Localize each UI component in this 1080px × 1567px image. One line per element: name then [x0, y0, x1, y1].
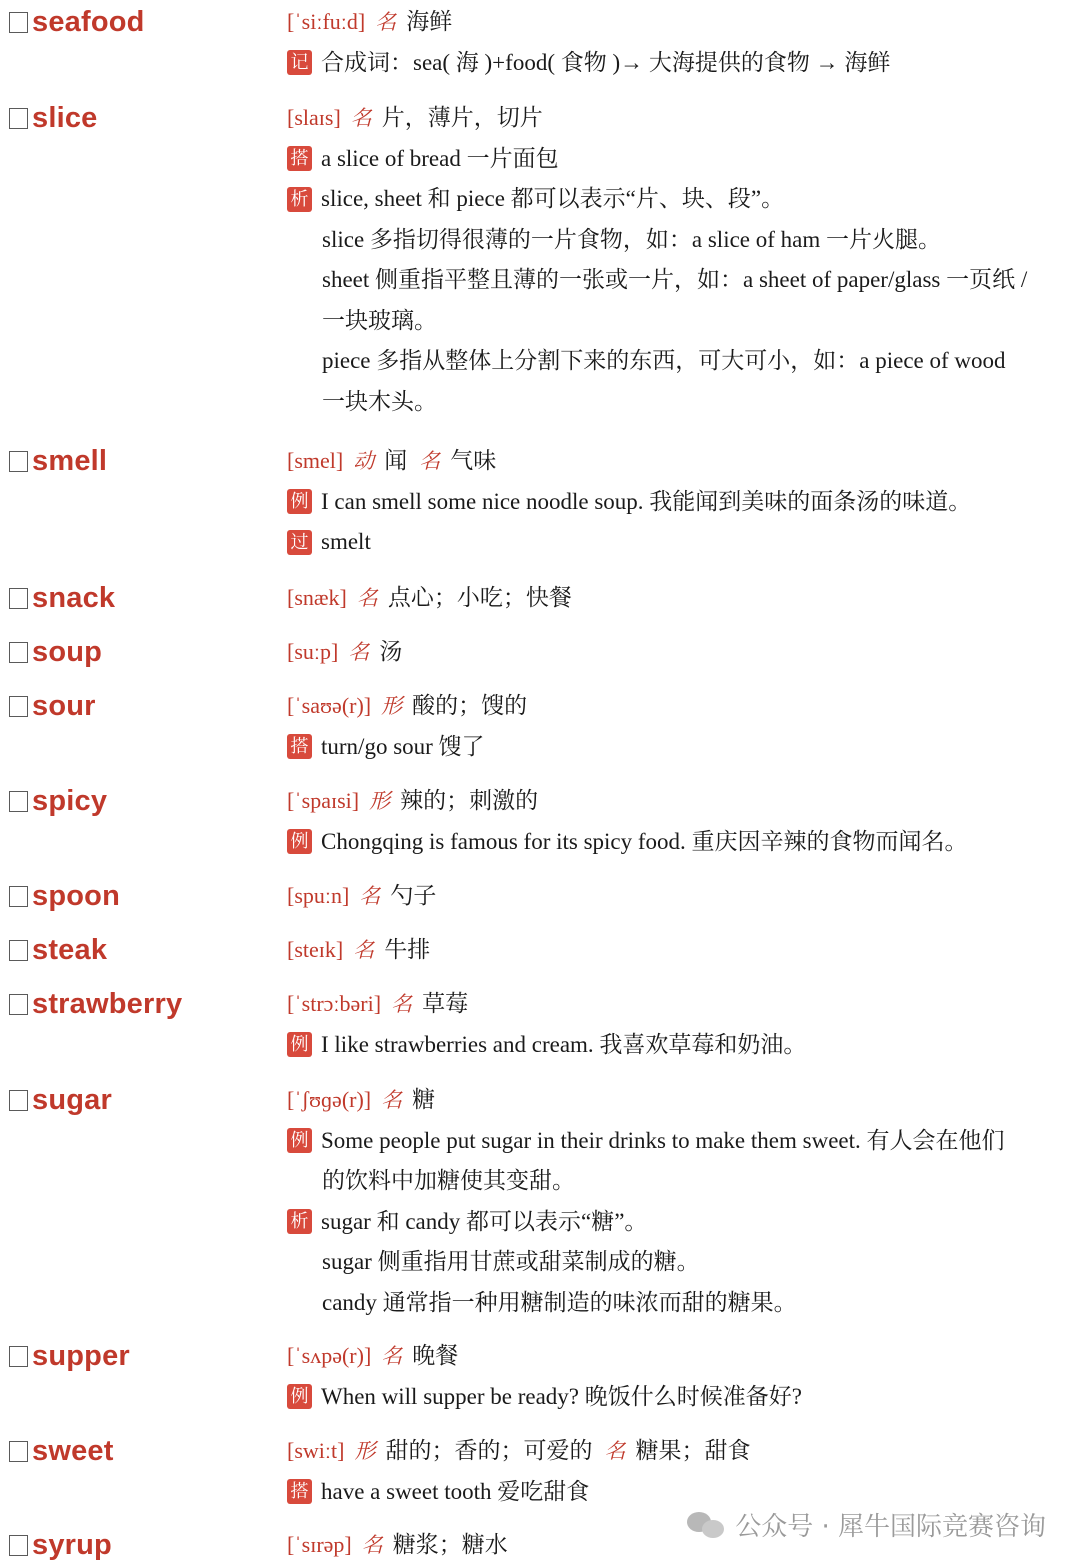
- checkbox[interactable]: [9, 940, 28, 961]
- definition-line: [287, 930, 1080, 971]
- checkbox[interactable]: [9, 1090, 28, 1111]
- headword: soup: [32, 635, 103, 668]
- note-text: I like strawberries and cream. 我喜欢草莓和奶油。: [321, 1031, 807, 1057]
- phonetic: [steɪk]: [287, 937, 344, 962]
- entry-headword: [9, 1080, 112, 1120]
- entry-snack: [0, 578, 1080, 619]
- headword: seafood: [32, 5, 145, 38]
- entry-spoon: [0, 876, 1080, 917]
- watermark-text: 公众号 · 犀牛国际竞赛咨询: [735, 1511, 1046, 1542]
- note-text: 合成词：sea( 海 )+food( 食物 )→ 大海提供的食物 → 海鲜: [321, 49, 891, 75]
- entry-sugar: [0, 1080, 1080, 1323]
- checkbox[interactable]: [9, 451, 28, 472]
- part-of-speech: 形: [381, 694, 403, 718]
- note-line: [287, 727, 1080, 768]
- definition-line: [287, 781, 1080, 822]
- note-line: [287, 482, 1080, 523]
- watermark: [687, 1504, 1046, 1544]
- phonetic: [snæk]: [287, 585, 347, 610]
- entry-sweet: [0, 1431, 1080, 1512]
- meaning: 糖: [412, 1087, 436, 1112]
- entry-body: [287, 781, 1080, 862]
- meaning: 晚餐: [412, 1343, 459, 1368]
- checkbox[interactable]: [9, 108, 28, 129]
- definition-line: [287, 2, 1080, 43]
- note-text: have a sweet tooth 爱吃甜食: [321, 1478, 590, 1504]
- note-text: slice, sheet 和 piece 都可以表示“片、块、段”。: [321, 186, 785, 211]
- definition-line: [287, 98, 1080, 139]
- checkbox[interactable]: [9, 588, 28, 609]
- entry-spicy: [0, 781, 1080, 862]
- note-text: a slice of bread 一片面包: [321, 145, 559, 171]
- entry-slice: [0, 98, 1080, 422]
- part-of-speech: 名: [348, 640, 370, 664]
- part-of-speech: 名: [419, 449, 441, 473]
- entry-soup: [0, 632, 1080, 673]
- note-tag: 例: [287, 489, 312, 514]
- headword: steak: [32, 933, 108, 966]
- phonetic: [ˈsʌpə(r)]: [287, 1343, 372, 1368]
- note-text: 一块木头。: [322, 388, 437, 414]
- note-text: candy 通常指一种用糖制造的味浓而甜的糖果。: [322, 1289, 797, 1315]
- part-of-speech: 名: [375, 10, 397, 34]
- entry-body: [287, 441, 1080, 563]
- entry-headword: [9, 876, 120, 916]
- note-tag: 析: [287, 1209, 312, 1234]
- checkbox[interactable]: [9, 791, 28, 812]
- meaning: 牛排: [384, 937, 431, 962]
- meaning: 草莓: [422, 991, 469, 1016]
- part-of-speech: 名: [361, 1533, 383, 1557]
- part-of-speech: 名: [353, 938, 375, 962]
- definition-line: [287, 1431, 1080, 1472]
- note-tag: 搭: [287, 146, 312, 171]
- checkbox[interactable]: [9, 642, 28, 663]
- headword: syrup: [32, 1528, 112, 1561]
- entry-headword: [9, 441, 107, 481]
- definition-line: [287, 441, 1080, 482]
- headword: slice: [32, 101, 98, 134]
- headword: snack: [32, 581, 116, 614]
- definition-line: [287, 686, 1080, 727]
- entry-strawberry: [0, 984, 1080, 1065]
- note-tag: 例: [287, 1128, 312, 1153]
- definition-line: [287, 1080, 1080, 1121]
- entry-headword: [9, 686, 96, 726]
- checkbox[interactable]: [9, 994, 28, 1015]
- part-of-speech: 名: [381, 1344, 403, 1368]
- entry-headword: [9, 1431, 114, 1471]
- note-tag: 过: [287, 530, 312, 555]
- entry-body: [287, 930, 1080, 971]
- checkbox[interactable]: [9, 12, 28, 33]
- checkbox[interactable]: [9, 886, 28, 907]
- note-line: [287, 1377, 1080, 1418]
- note-text: sugar 侧重指用甘蔗或甜菜制成的糖。: [322, 1249, 700, 1274]
- meaning: 辣的；刺激的: [400, 788, 539, 813]
- entry-headword: [9, 930, 107, 970]
- meaning: 海鲜: [406, 9, 453, 34]
- entry-headword: [9, 984, 182, 1024]
- entry-body: [287, 98, 1080, 422]
- note-text: Chongqing is famous for its spicy food. 重庆因辛辣的食物而闻名。: [321, 828, 968, 854]
- definition-line: [287, 578, 1080, 619]
- note-line: [287, 139, 1080, 180]
- note-tag: 搭: [287, 1479, 312, 1504]
- note-text: Some people put sugar in their drinks to make them sweet. 有人会在他们: [321, 1127, 1005, 1153]
- note-text: 一块玻璃。: [322, 307, 437, 333]
- entry-steak: [0, 930, 1080, 971]
- meaning: 闻: [384, 448, 408, 473]
- checkbox[interactable]: [9, 696, 28, 717]
- headword: sugar: [32, 1083, 112, 1116]
- part-of-speech: 名: [604, 1439, 626, 1463]
- note-continuation: [287, 1283, 1080, 1324]
- entry-headword: [9, 2, 145, 42]
- part-of-speech: 名: [356, 586, 378, 610]
- checkbox[interactable]: [9, 1535, 28, 1556]
- note-text: slice 多指切得很薄的一片食物，如：a slice of ham 一片火腿。: [322, 226, 942, 252]
- note-line: [287, 1202, 1080, 1243]
- headword: strawberry: [32, 987, 183, 1020]
- note-line: [287, 522, 1080, 563]
- note-line: [287, 1025, 1080, 1066]
- headword: spoon: [32, 879, 120, 912]
- note-text: smelt: [321, 529, 371, 554]
- meaning: 勺子: [390, 883, 437, 908]
- phonetic: [slaɪs]: [287, 105, 341, 130]
- entry-body: [287, 1336, 1080, 1417]
- note-continuation: [287, 260, 1080, 301]
- entry-body: [287, 1080, 1080, 1323]
- entry-body: [287, 578, 1080, 619]
- entry-supper: [0, 1336, 1080, 1417]
- definition-line: [287, 632, 1080, 673]
- phonetic: [swiːt]: [287, 1438, 345, 1463]
- note-tag: 搭: [287, 734, 312, 759]
- note-text: sheet 侧重指平整且薄的一张或一片，如：a sheet of paper/glass 一页纸 /: [322, 267, 1028, 292]
- meaning: 点心；小吃；快餐: [387, 585, 572, 610]
- part-of-speech: 名: [381, 1088, 403, 1112]
- note-text: When will supper be ready? 晚饭什么时候准备好?: [321, 1383, 802, 1409]
- note-line: [287, 822, 1080, 863]
- entry-seafood: [0, 2, 1080, 83]
- note-continuation: [287, 382, 1080, 423]
- entry-body: [287, 632, 1080, 673]
- meaning: 酸的；馊的: [412, 693, 528, 718]
- phonetic: [ˈstrɔːbəri]: [287, 991, 382, 1016]
- meaning: 糖浆；糖水: [392, 1532, 508, 1557]
- note-line: [287, 1121, 1080, 1162]
- phonetic: [suːp]: [287, 639, 339, 664]
- entry-sour: [0, 686, 1080, 767]
- definition-line: [287, 876, 1080, 917]
- phonetic: [spuːn]: [287, 883, 350, 908]
- phonetic: [ˈsaʊə(r)]: [287, 693, 372, 718]
- phonetic: [ˈʃʊɡə(r)]: [287, 1087, 372, 1112]
- note-tag: 例: [287, 1384, 312, 1409]
- meaning: 气味: [450, 448, 497, 473]
- entry-body: [287, 686, 1080, 767]
- entry-body: [287, 1431, 1080, 1512]
- note-tag: 例: [287, 1032, 312, 1057]
- phonetic: [ˈsiːfuːd]: [287, 9, 366, 34]
- entry-headword: [9, 578, 115, 618]
- note-text: piece 多指从整体上分割下来的东西，可大可小，如：a piece of wood: [322, 348, 1006, 373]
- part-of-speech: 名: [359, 884, 381, 908]
- note-text: sugar 和 candy 都可以表示“糖”。: [321, 1208, 648, 1234]
- note-continuation: [287, 301, 1080, 342]
- entry-body: [287, 2, 1080, 83]
- note-text: turn/go sour 馊了: [321, 733, 485, 759]
- entry-body: [287, 984, 1080, 1065]
- headword: sweet: [32, 1434, 114, 1467]
- headword: sour: [32, 689, 96, 722]
- part-of-speech: 名: [391, 992, 413, 1016]
- meaning: 甜的；香的；可爱的: [385, 1438, 593, 1463]
- note-continuation: [287, 341, 1080, 382]
- entry-headword: [9, 1525, 112, 1565]
- meaning: 糖果；甜食: [635, 1438, 751, 1463]
- entry-headword: [9, 632, 102, 672]
- note-text: 的饮料中加糖使其变甜。: [322, 1168, 575, 1193]
- phonetic: [ˈspaɪsi]: [287, 788, 360, 813]
- note-continuation: [287, 1242, 1080, 1283]
- meaning: 汤: [379, 639, 403, 664]
- phonetic: [smel]: [287, 448, 344, 473]
- note-continuation: [287, 220, 1080, 261]
- headword: supper: [32, 1339, 130, 1372]
- note-tag: 析: [287, 187, 312, 212]
- entry-headword: [9, 781, 107, 821]
- definition-line: [287, 984, 1080, 1025]
- note-line: [287, 43, 1080, 84]
- headword: spicy: [32, 784, 108, 817]
- note-tag: 例: [287, 829, 312, 854]
- phonetic: [ˈsɪrəp]: [287, 1532, 352, 1557]
- definition-line: [287, 1336, 1080, 1377]
- note-continuation: [287, 1161, 1080, 1202]
- headword: smell: [32, 444, 108, 477]
- wechat-icon: [687, 1508, 727, 1540]
- checkbox[interactable]: [9, 1441, 28, 1462]
- part-of-speech: 名: [350, 106, 372, 130]
- checkbox[interactable]: [9, 1346, 28, 1367]
- note-tag: 记: [287, 50, 312, 75]
- entry-headword: [9, 1336, 130, 1376]
- meaning: 片，薄片，切片: [381, 105, 543, 130]
- entry-body: [287, 876, 1080, 917]
- part-of-speech: 形: [369, 789, 391, 813]
- entry-headword: [9, 98, 98, 138]
- part-of-speech: 动: [353, 449, 375, 473]
- note-text: I can smell some nice noodle soup. 我能闻到美味的面条汤的味道。: [321, 488, 972, 514]
- note-line: [287, 179, 1080, 220]
- part-of-speech: 形: [354, 1439, 376, 1463]
- entry-smell: [0, 441, 1080, 563]
